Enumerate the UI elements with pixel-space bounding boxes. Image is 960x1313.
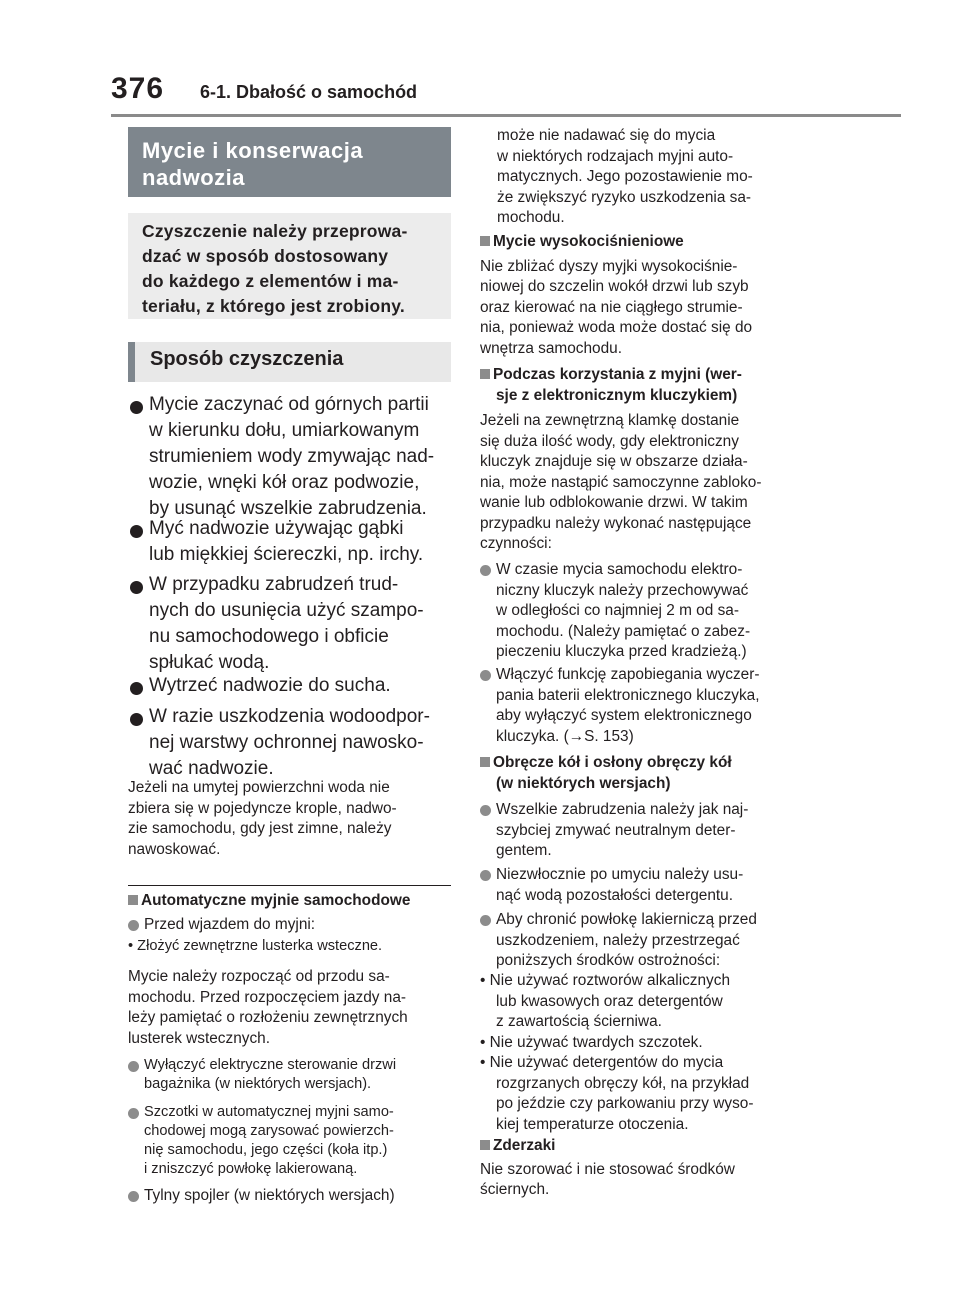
bumpers-section [480,1136,810,1201]
bullet-icon [480,915,491,926]
text-line: nej warstwy ochronnej nawosko- [149,732,424,753]
text-line: W przypadku zabrudzeń trud- [149,574,399,595]
text-line: w odległości co najmniej 2 m od sa- [496,602,739,619]
text-line: bagażnika (w niektórych wersjach). [144,1076,372,1092]
dash-list [480,971,810,1135]
text-line: pieczeniu kluczyka przed kradzieżą.) [496,643,747,660]
square-bullet-icon [480,1140,490,1150]
text-line: Nie szorować i nie stosować środków [480,1160,735,1178]
text-line: zie samochodu, gdy jest zimne, należy [128,820,392,837]
smart-key-section [480,365,810,555]
bullet-icon [128,1061,139,1072]
text-line: wać nadwozie. [149,758,274,779]
bullet-item [130,704,452,782]
text-line: kiej temperaturze otoczenia. [496,1115,689,1133]
text-line: Mycie należy rozpocząć od przodu sa- [128,968,390,985]
bullet-item [130,392,452,522]
text-line: rozgrzanych obręczy kół, na przykład [496,1074,750,1092]
bullet-item [128,1056,458,1094]
square-bullet-icon [480,236,490,246]
square-bullet-icon [128,895,138,905]
bullet-item [128,1103,458,1179]
text-line: wozie, wnęki kół oraz podwozie, [149,472,420,493]
text-line: Tylny spojler (w niektórych wersjach) [144,1187,395,1204]
text-line: chodowej mogą zarysować powierzch- [144,1123,394,1139]
text-line: nu samochodowego i obficie [149,626,389,647]
text-line: gentem. [496,842,552,859]
auto-paragraph [128,967,458,1049]
text-line: Jeżeli na umytej powierzchni woda nie [128,779,390,796]
bullet-icon [480,565,491,576]
text-line: i zniszczyć powłokę lakierowaną. [144,1161,358,1177]
text-line: czynności: [480,535,552,552]
text-line: Nie zbliżać dyszy myjki wysokociśnie- [480,257,738,275]
text-line: wanie lub odblokowanie drzwi. W takim [480,494,748,511]
text-line: nych do usunięcia użyć szampo- [149,600,424,621]
text-line: aby wyłączyć system elektronicznego [496,707,752,724]
text-line: Szczotki w automatycznej myjni samo- [144,1104,394,1120]
square-bullet-icon [480,757,490,767]
page-header [0,0,960,120]
text-line: mochodu. [497,209,565,226]
text-line: przypadku należy wykonać następujące [480,514,752,532]
text-line: Myć nadwozie używając gąbki [149,518,404,539]
intro-line: Czyszczenie należy przeprowa- [142,221,408,241]
text-line: by usunąć wszelkie zabrudzenia. [149,498,427,519]
text-line: • Nie używać detergentów do mycia [480,1054,724,1071]
text-line: Przed wjazdem do myjni: [144,916,316,933]
intro-line: teriału, z którego jest zrobiony. [142,296,405,316]
text-line: mochodu. Przed rozpoczęciem jazdy na- [128,988,407,1006]
text-line: Włączyć funkcję zapobiegania wyczer- [496,666,760,683]
text-line: nię samochodu, jego części (koła itp.) [144,1142,388,1158]
text-line: kluczyk znajduje się w obszarze działa- [480,453,748,470]
chapter-title-line: nadwozia [142,165,246,190]
bullet-item [480,560,810,663]
chapter-title-line: Mycie i konserwacja [142,138,364,163]
text-line: lub miękkiej ściereczki, np. irchy. [149,544,424,565]
bullet-icon [128,920,139,931]
text-line: matycznych. Jego pozostawienie mo- [497,168,753,185]
bullet-item [480,910,810,972]
bullet-icon [480,670,491,681]
text-line: nia, ponieważ woda może dostać się do [480,319,753,336]
text-line: Jeżeli na zewnętrzną klamkę dostanie [480,412,740,429]
bullet-icon [130,525,143,538]
auto-wash-heading [128,891,458,912]
text-line: niowej do szczelin wokół drzwi lub szyb [480,278,749,295]
text-line: Aby chronić powłokę lakierniczą przed [496,911,757,928]
text-line: zbiera się w pojedyncze krople, nadwo- [128,799,397,817]
heading-text: (w niektórych wersjach) [496,774,671,792]
text-line: nąć wodą pozostałości detergentu. [496,886,733,904]
text-line: w kierunku dołu, umiarkowanym [149,420,420,441]
bullet-icon [130,713,143,726]
bullet-icon [130,581,143,594]
bullet-icon [480,870,491,881]
bullet-item [130,516,452,568]
wheels-section [480,753,810,794]
bullet-icon [130,682,143,695]
text-line: szybciej zmywać neutralnym deter- [496,821,736,839]
section-title: 6-1. Dbałość o samochód [200,82,418,102]
wheels-heading [480,753,810,794]
bumpers-heading [480,1136,810,1157]
text-line: nawoskować. [128,840,221,858]
intro-line: dzać w sposób dostosowany [142,246,389,266]
heading-text: sje z elektronicznym kluczykiem) [496,386,738,404]
text-line: Wytrzeć nadwozie do sucha. [149,675,391,696]
chapter-title [128,127,451,197]
bullet-icon [480,805,491,816]
auto-wash-section [128,891,458,912]
bullet-icon [128,1108,139,1119]
note-paragraph [128,778,458,860]
square-bullet-icon [480,369,490,379]
text-line: pania baterii elektronicznego kluczyka, [496,686,760,704]
text-line: Niezwłocznie po umyciu należy usu- [496,866,744,883]
auto-continued [497,126,817,229]
divider [128,885,451,886]
text-line: w niektórych rodzajach myjni auto- [497,147,734,165]
text-line: spłukać wodą. [149,652,270,673]
bullet-item [480,865,810,906]
heading-text: Obręcze kół i osłony obręczy kół [493,754,732,771]
text-line: niczny kluczyk należy przechowywać [496,581,749,599]
text-line: po jeździe czy parkowaniu przy wyso- [496,1095,754,1112]
heading-text: Mycie wysokociśnieniowe [493,233,684,250]
text-line: • Nie używać roztworów alkalicznych [480,972,731,989]
page-reference-link[interactable]: kluczyka. (→S. 153) [496,727,634,745]
heading-text: Zderzaki [493,1137,556,1154]
subheading: Sposób czyszczenia [128,342,451,382]
text-line: oraz kierować na nie ciągłego strumie- [480,298,743,316]
high-pressure-heading [480,232,810,253]
text-line: lusterek wstecznych. [128,1029,270,1047]
page-number: 376 [111,72,165,105]
bullet-item [480,665,810,747]
text-line: leży pamiętać o rozłożeniu zewnętrznych [128,1009,408,1026]
header-rule [111,114,901,117]
text-line: mochodu. (Należy pamiętać o zabez- [496,622,751,640]
intro-box [128,213,451,319]
text-line: się duża ilość wody, gdy elektroniczny [480,432,739,450]
bullet-item [480,800,810,862]
bullet-icon [128,1191,139,1202]
high-pressure-section [480,232,810,359]
text-line: ściernych. [480,1181,550,1198]
text-line: Wszelkie zabrudzenia należy jak naj- [496,801,749,818]
text-line: z zawartością ścierniwa. [496,1013,662,1030]
text-line: może nie nadawać się do mycia [497,127,716,144]
smart-key-heading [480,365,810,406]
text-line: W razie uszkodzenia wodoodpor- [149,706,430,727]
intro-line: do każdego z elementów i ma- [142,271,399,291]
text-line: • Nie używać twardych szczotek. [480,1033,703,1051]
text-line: nia, może nastąpić samoczynne zabloko- [480,473,762,491]
text-line: poniższych środków ostrożności: [496,952,721,969]
text-line: • Złożyć zewnętrzne lusterka wsteczne. [128,937,383,954]
bullet-item [128,915,458,956]
bullet-item [130,572,452,676]
text-line: że zwiększyć ryzyko uszkodzenia sa- [497,188,752,206]
bullet-item [128,1186,458,1207]
text-line: strumieniem wody zmywając nad- [149,446,435,467]
bullet-item [130,673,452,699]
bullet-icon [130,401,143,414]
text-line: wnętrza samochodu. [480,339,623,357]
text-line: Mycie zaczynać od górnych partii [149,394,429,415]
text-line: lub kwasowych oraz detergentów [496,992,723,1010]
text-line: W czasie mycia samochodu elektro- [496,561,743,578]
text-line: Wyłączyć elektryczne sterowanie drzwi [144,1057,397,1073]
text-line: uszkodzeniem, należy przestrzegać [496,931,740,949]
heading-text: Automatyczne myjnie samochodowe [141,892,411,909]
heading-text: Podczas korzystania z myjni (wer- [493,366,742,383]
